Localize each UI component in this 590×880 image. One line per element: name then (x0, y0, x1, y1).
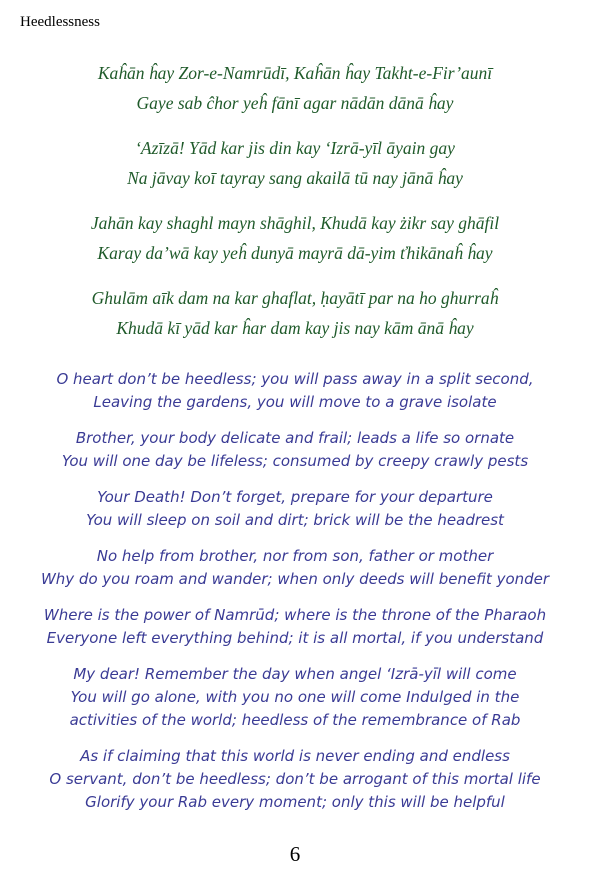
translation-stanza (0, 663, 590, 732)
translation-line: Your Death! Don’t forget, prepare for your departure (97, 488, 493, 506)
translation-stanza (0, 368, 590, 414)
translation-line: Leaving the gardens, you will move to a grave isolate (93, 393, 497, 411)
translation-line: As if claiming that this world is never ending and endless (80, 747, 510, 765)
page-number: 6 (289, 842, 301, 866)
translation-stanza (0, 545, 590, 591)
translation-line: No help from brother, nor from son, father or mother (96, 547, 494, 565)
translation-line: O servant, don’t be heedless; don’t be arrogant of this mortal life (49, 770, 541, 788)
translation-line: You will go alone, with you no one will come Indulged in the (70, 688, 520, 706)
translation-stanza (0, 745, 590, 814)
verse-line: Gaye sab ĉhor yeĥ fānī agar nādān dānā ĥay (136, 93, 454, 113)
translation-section (0, 368, 590, 827)
translation-stanza (0, 486, 590, 532)
verse-line: ‘Azīzā! Yād kar jis din kay ‘Izrā-yīl āyain gay (135, 138, 455, 158)
verse-line: Ghulām aīk dam na kar ghaflat, ḥayātī par na ho ghurraĥ (91, 288, 499, 308)
transliteration-stanza (0, 283, 590, 343)
translation-line: Where is the power of Namrūd; where is the throne of the Pharaoh (43, 606, 547, 624)
translation-stanza (0, 427, 590, 473)
translation-line: Brother, your body delicate and frail; leads a life so ornate (75, 429, 515, 447)
verse-line: Na jāvay koī tayray sang akailā tū nay jānā ĥay (127, 168, 463, 188)
translation-line: My dear! Remember the day when angel ‘Izrā-yīl will come (73, 665, 517, 683)
translation-line: O heart don’t be heedless; you will pass away in a split second, (56, 370, 534, 388)
translation-stanza (0, 604, 590, 650)
transliteration-stanza (0, 133, 590, 193)
translation-line: activities of the world; heedless of the remembrance of Rab (69, 711, 521, 729)
verse-line: Karay da’wā kay yeĥ dunyā mayrā dā-yim ťhikānaĥ ĥay (97, 243, 493, 263)
page-header-title: Heedlessness (20, 14, 100, 30)
verse-line: Kaĥān ĥay Zor-e-Namrūdī, Kaĥān ĥay Takht-e-Fir’aunī (97, 63, 493, 83)
transliteration-stanza (0, 208, 590, 268)
verse-line: Khudā kī yād kar ĥar dam kay jis nay kām ānā ĥay (116, 318, 474, 338)
translation-line: Glorify your Rab every moment; only this will be helpful (85, 793, 505, 811)
translation-line: Everyone left everything behind; it is all mortal, if you understand (46, 629, 544, 647)
translation-line: Why do you roam and wander; when only deeds will benefit yonder (40, 570, 550, 588)
transliteration-section (0, 58, 590, 358)
translation-line: You will sleep on soil and dirt; brick will be the headrest (86, 511, 504, 529)
translation-line: You will one day be lifeless; consumed by creepy crawly pests (61, 452, 529, 470)
transliteration-stanza (0, 58, 590, 118)
verse-line: Jahān kay shaghl mayn shāghil, Khudā kay żikr say ghāfil (90, 213, 500, 233)
